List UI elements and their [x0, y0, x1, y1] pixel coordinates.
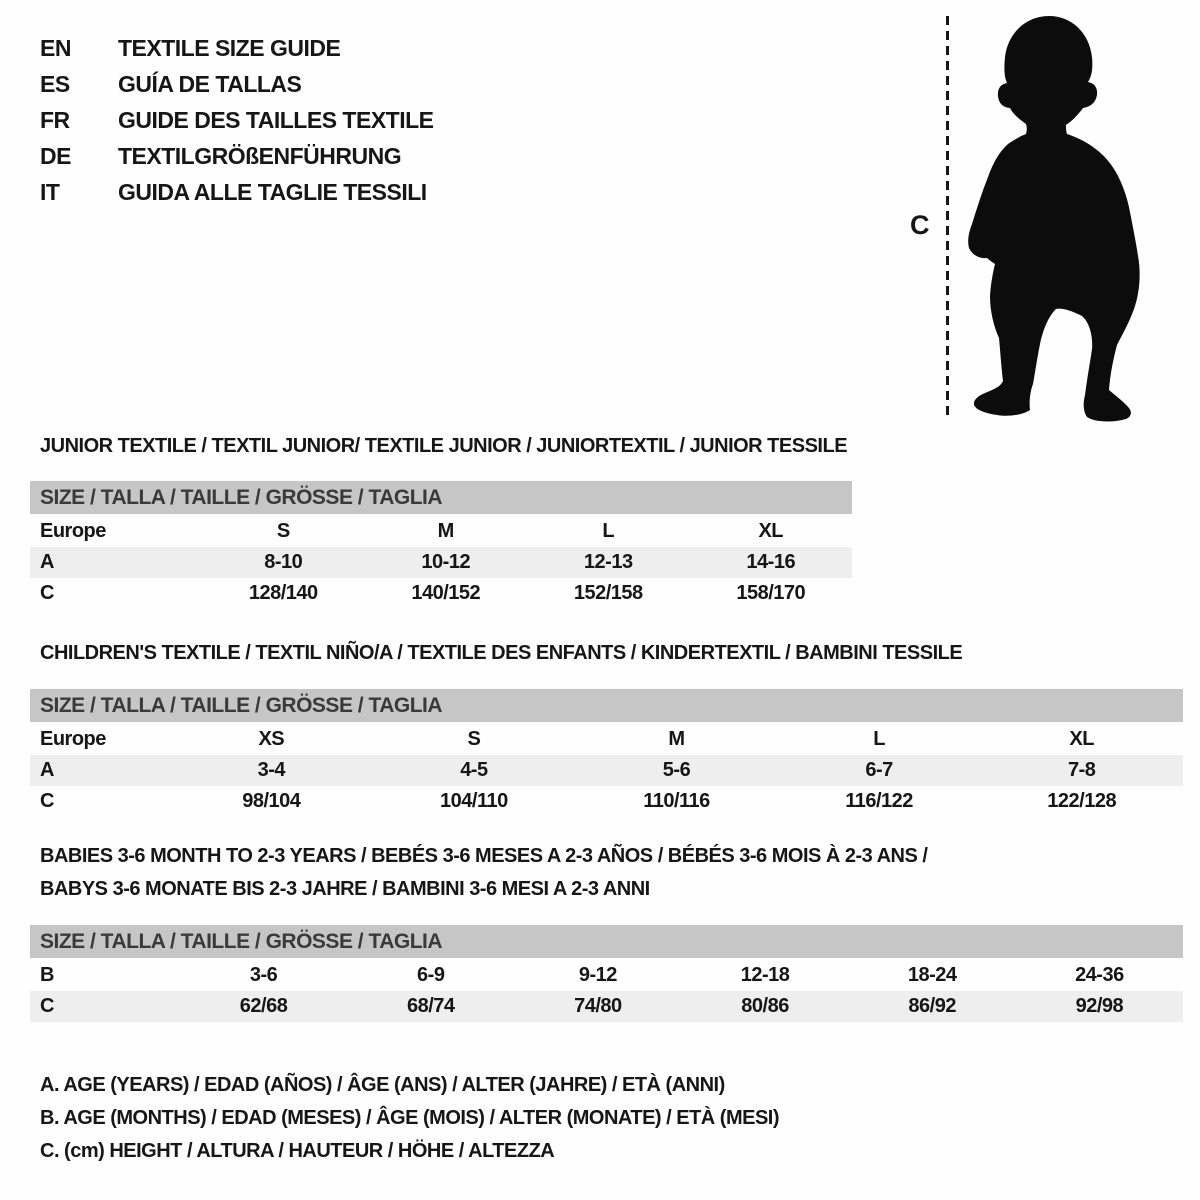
- cell: XL: [758, 520, 784, 542]
- language-row: [40, 174, 434, 210]
- row-label: Europe: [40, 520, 106, 542]
- cell: 5-6: [662, 759, 691, 781]
- table-row: [30, 960, 1183, 991]
- section-title-children: CHILDREN'S TEXTILE / TEXTIL NIÑO/A / TEXTILE DES ENFANTS / KINDERTEXTIL / BAMBINI TESSILE: [40, 642, 963, 664]
- cell: 104/110: [440, 790, 508, 812]
- row-label: Europe: [40, 728, 106, 750]
- cell: 116/122: [845, 790, 913, 812]
- cell: L: [602, 520, 615, 542]
- legend-line-c: C. (cm) HEIGHT / ALTURA / HAUTEUR / HÖHE / ALTEZZA: [40, 1140, 555, 1162]
- cell: 128/140: [248, 582, 318, 604]
- language-code: EN: [40, 34, 71, 61]
- section-title-junior: JUNIOR TEXTILE / TEXTIL JUNIOR/ TEXTILE JUNIOR / JUNIORTEXTIL / JUNIOR TESSILE: [40, 435, 848, 457]
- language-title: GUÍA DE TALLAS: [118, 70, 302, 97]
- language-row: [40, 102, 434, 138]
- cell: 12-13: [583, 551, 633, 573]
- table-row: [30, 786, 1183, 817]
- cell: S: [467, 728, 481, 750]
- cell: 18-24: [907, 964, 957, 986]
- cell: 3-4: [257, 759, 285, 781]
- language-code: ES: [40, 70, 70, 97]
- height-measure-dashed-line: [946, 16, 949, 418]
- language-row: [40, 30, 434, 66]
- row-label: A: [40, 551, 54, 573]
- cell: L: [873, 728, 885, 750]
- section-title-babies-line1: BABIES 3-6 MONTH TO 2-3 YEARS / BEBÉS 3-6 MESES A 2-3 AÑOS / BÉBÉS 3-6 MOIS À 2-3 ANS /: [40, 845, 928, 867]
- cell: XL: [1069, 728, 1094, 750]
- babies-size-table: [30, 960, 1183, 1022]
- cell: 98/104: [242, 790, 301, 812]
- language-title: TEXTILE SIZE GUIDE: [118, 34, 341, 61]
- cell: 10-12: [421, 551, 471, 573]
- cell: M: [668, 728, 685, 750]
- table-row: [30, 991, 1183, 1022]
- table-row: [30, 547, 852, 578]
- legend-line-a: A. AGE (YEARS) / EDAD (AÑOS) / ÂGE (ANS) / ALTER (JAHRE) / ETÀ (ANNI): [40, 1074, 725, 1096]
- language-row: [40, 138, 434, 174]
- cell: 62/68: [239, 995, 288, 1017]
- cell: 3-6: [249, 964, 278, 986]
- cell: 86/92: [908, 995, 956, 1017]
- table-row: [30, 578, 852, 609]
- cell: M: [437, 520, 454, 542]
- row-label: C: [40, 790, 54, 812]
- children-size-table: [30, 724, 1183, 817]
- table-row: [30, 755, 1183, 786]
- language-code: FR: [40, 106, 70, 133]
- cell: 4-5: [460, 759, 488, 781]
- cell: 8-10: [264, 551, 303, 573]
- row-label: A: [40, 759, 54, 781]
- cell: 152/158: [573, 582, 643, 604]
- cell: 6-7: [865, 759, 893, 781]
- size-header-bar: SIZE / TALLA / TAILLE / GRÖSSE / TAGLIA: [30, 689, 1183, 722]
- size-header-bar: SIZE / TALLA / TAILLE / GRÖSSE / TAGLIA: [30, 925, 1183, 958]
- language-row: [40, 66, 434, 102]
- cell: 122/128: [1047, 790, 1117, 812]
- cell: 24-36: [1075, 964, 1124, 986]
- baby-silhouette-icon: [962, 12, 1144, 422]
- cell: 12-18: [740, 964, 790, 986]
- language-title: GUIDA ALLE TAGLIE TESSILI: [118, 178, 427, 205]
- cell: 68/74: [406, 995, 455, 1017]
- row-label: B: [40, 964, 54, 986]
- cell: 140/152: [411, 582, 481, 604]
- cell: 110/116: [643, 790, 710, 812]
- height-measure-label: C: [910, 210, 930, 240]
- cell: XS: [258, 728, 285, 750]
- row-label: C: [40, 582, 54, 604]
- section-title-babies-line2: BABYS 3-6 MONATE BIS 2-3 JAHRE / BAMBINI 3-6 MESI A 2-3 ANNI: [40, 878, 650, 900]
- cell: 80/86: [741, 995, 789, 1017]
- language-list: [40, 30, 434, 210]
- language-title: TEXTILGRÖßENFÜHRUNG: [118, 142, 402, 169]
- table-row: [30, 516, 852, 547]
- language-title: GUIDE DES TAILLES TEXTILE: [118, 106, 434, 133]
- cell: 74/80: [574, 995, 622, 1017]
- legend-line-b: B. AGE (MONTHS) / EDAD (MESES) / ÂGE (MOIS) / ALTER (MONATE) / ETÀ (MESI): [40, 1107, 780, 1129]
- cell: 92/98: [1075, 995, 1124, 1017]
- junior-size-table: [30, 516, 852, 609]
- cell: 9-12: [578, 964, 617, 986]
- table-row: [30, 724, 1183, 755]
- language-code: IT: [40, 178, 60, 205]
- measure-legend: [40, 1069, 779, 1168]
- cell: S: [276, 520, 290, 542]
- cell: 7-8: [1067, 759, 1096, 781]
- row-label: C: [40, 995, 54, 1017]
- cell: 158/170: [736, 582, 806, 604]
- cell: 14-16: [746, 551, 796, 573]
- size-header-bar: SIZE / TALLA / TAILLE / GRÖSSE / TAGLIA: [30, 481, 852, 514]
- cell: 6-9: [417, 964, 445, 986]
- language-code: DE: [40, 142, 71, 169]
